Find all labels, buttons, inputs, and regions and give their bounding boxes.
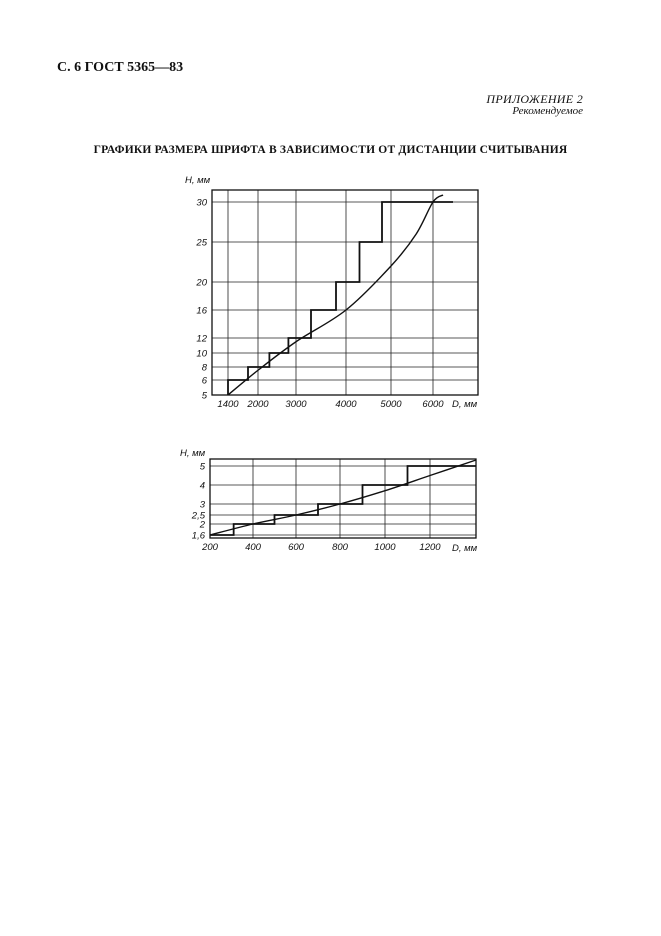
y-tick-label: 2,5 bbox=[191, 510, 205, 522]
plot-frame bbox=[210, 459, 476, 538]
y-tick-label: 20 bbox=[196, 277, 207, 289]
x-tick-label: 4000 bbox=[335, 399, 357, 410]
doc-reference: С. 6 ГОСТ 5365—83 bbox=[57, 60, 184, 75]
y-tick-label: 10 bbox=[196, 348, 207, 360]
y-tick-label: 4 bbox=[199, 480, 205, 492]
x-tick-label: 5000 bbox=[380, 399, 402, 410]
x-tick-label: 1400 bbox=[217, 399, 239, 410]
y-tick-label: 5 bbox=[199, 461, 205, 473]
y-tick-label: 6 bbox=[201, 375, 207, 387]
y-axis-label: H, мм bbox=[185, 175, 211, 186]
x-tick-label: 2000 bbox=[247, 399, 269, 410]
y-tick-label: 2 bbox=[199, 519, 205, 531]
x-tick-label: 800 bbox=[332, 542, 348, 553]
y-tick-label: 1,6 bbox=[191, 530, 205, 542]
x-tick-label: 1200 bbox=[419, 542, 441, 553]
y-tick-label: 16 bbox=[196, 305, 207, 317]
x-tick-label: 400 bbox=[245, 542, 261, 553]
y-tick-label: 5 bbox=[201, 390, 207, 402]
document-title: ГРАФИКИ РАЗМЕРА ШРИФТА В ЗАВИСИМОСТИ ОТ ДИСТАНЦИИ СЧИТЫВАНИЯ bbox=[93, 144, 568, 156]
y-axis-label: H, мм bbox=[180, 448, 206, 459]
x-axis-label: D, мм bbox=[452, 399, 478, 410]
x-tick-label: 200 bbox=[202, 542, 218, 553]
appendix-title: ПРИЛОЖЕНИЕ 2 bbox=[486, 92, 583, 106]
y-tick-label: 8 bbox=[201, 362, 207, 374]
appendix-subtitle: Рекомендуемое bbox=[512, 105, 583, 117]
x-axis-label: D, мм bbox=[452, 543, 478, 554]
y-tick-label: 3 bbox=[199, 499, 205, 511]
x-tick-label: 6000 bbox=[422, 399, 444, 410]
x-tick-label: 1000 bbox=[374, 542, 396, 553]
y-tick-label: 30 bbox=[196, 197, 207, 209]
x-tick-label: 3000 bbox=[285, 399, 307, 410]
y-tick-label: 12 bbox=[196, 333, 207, 345]
y-tick-label: 25 bbox=[196, 237, 207, 249]
x-tick-label: 600 bbox=[288, 542, 304, 553]
